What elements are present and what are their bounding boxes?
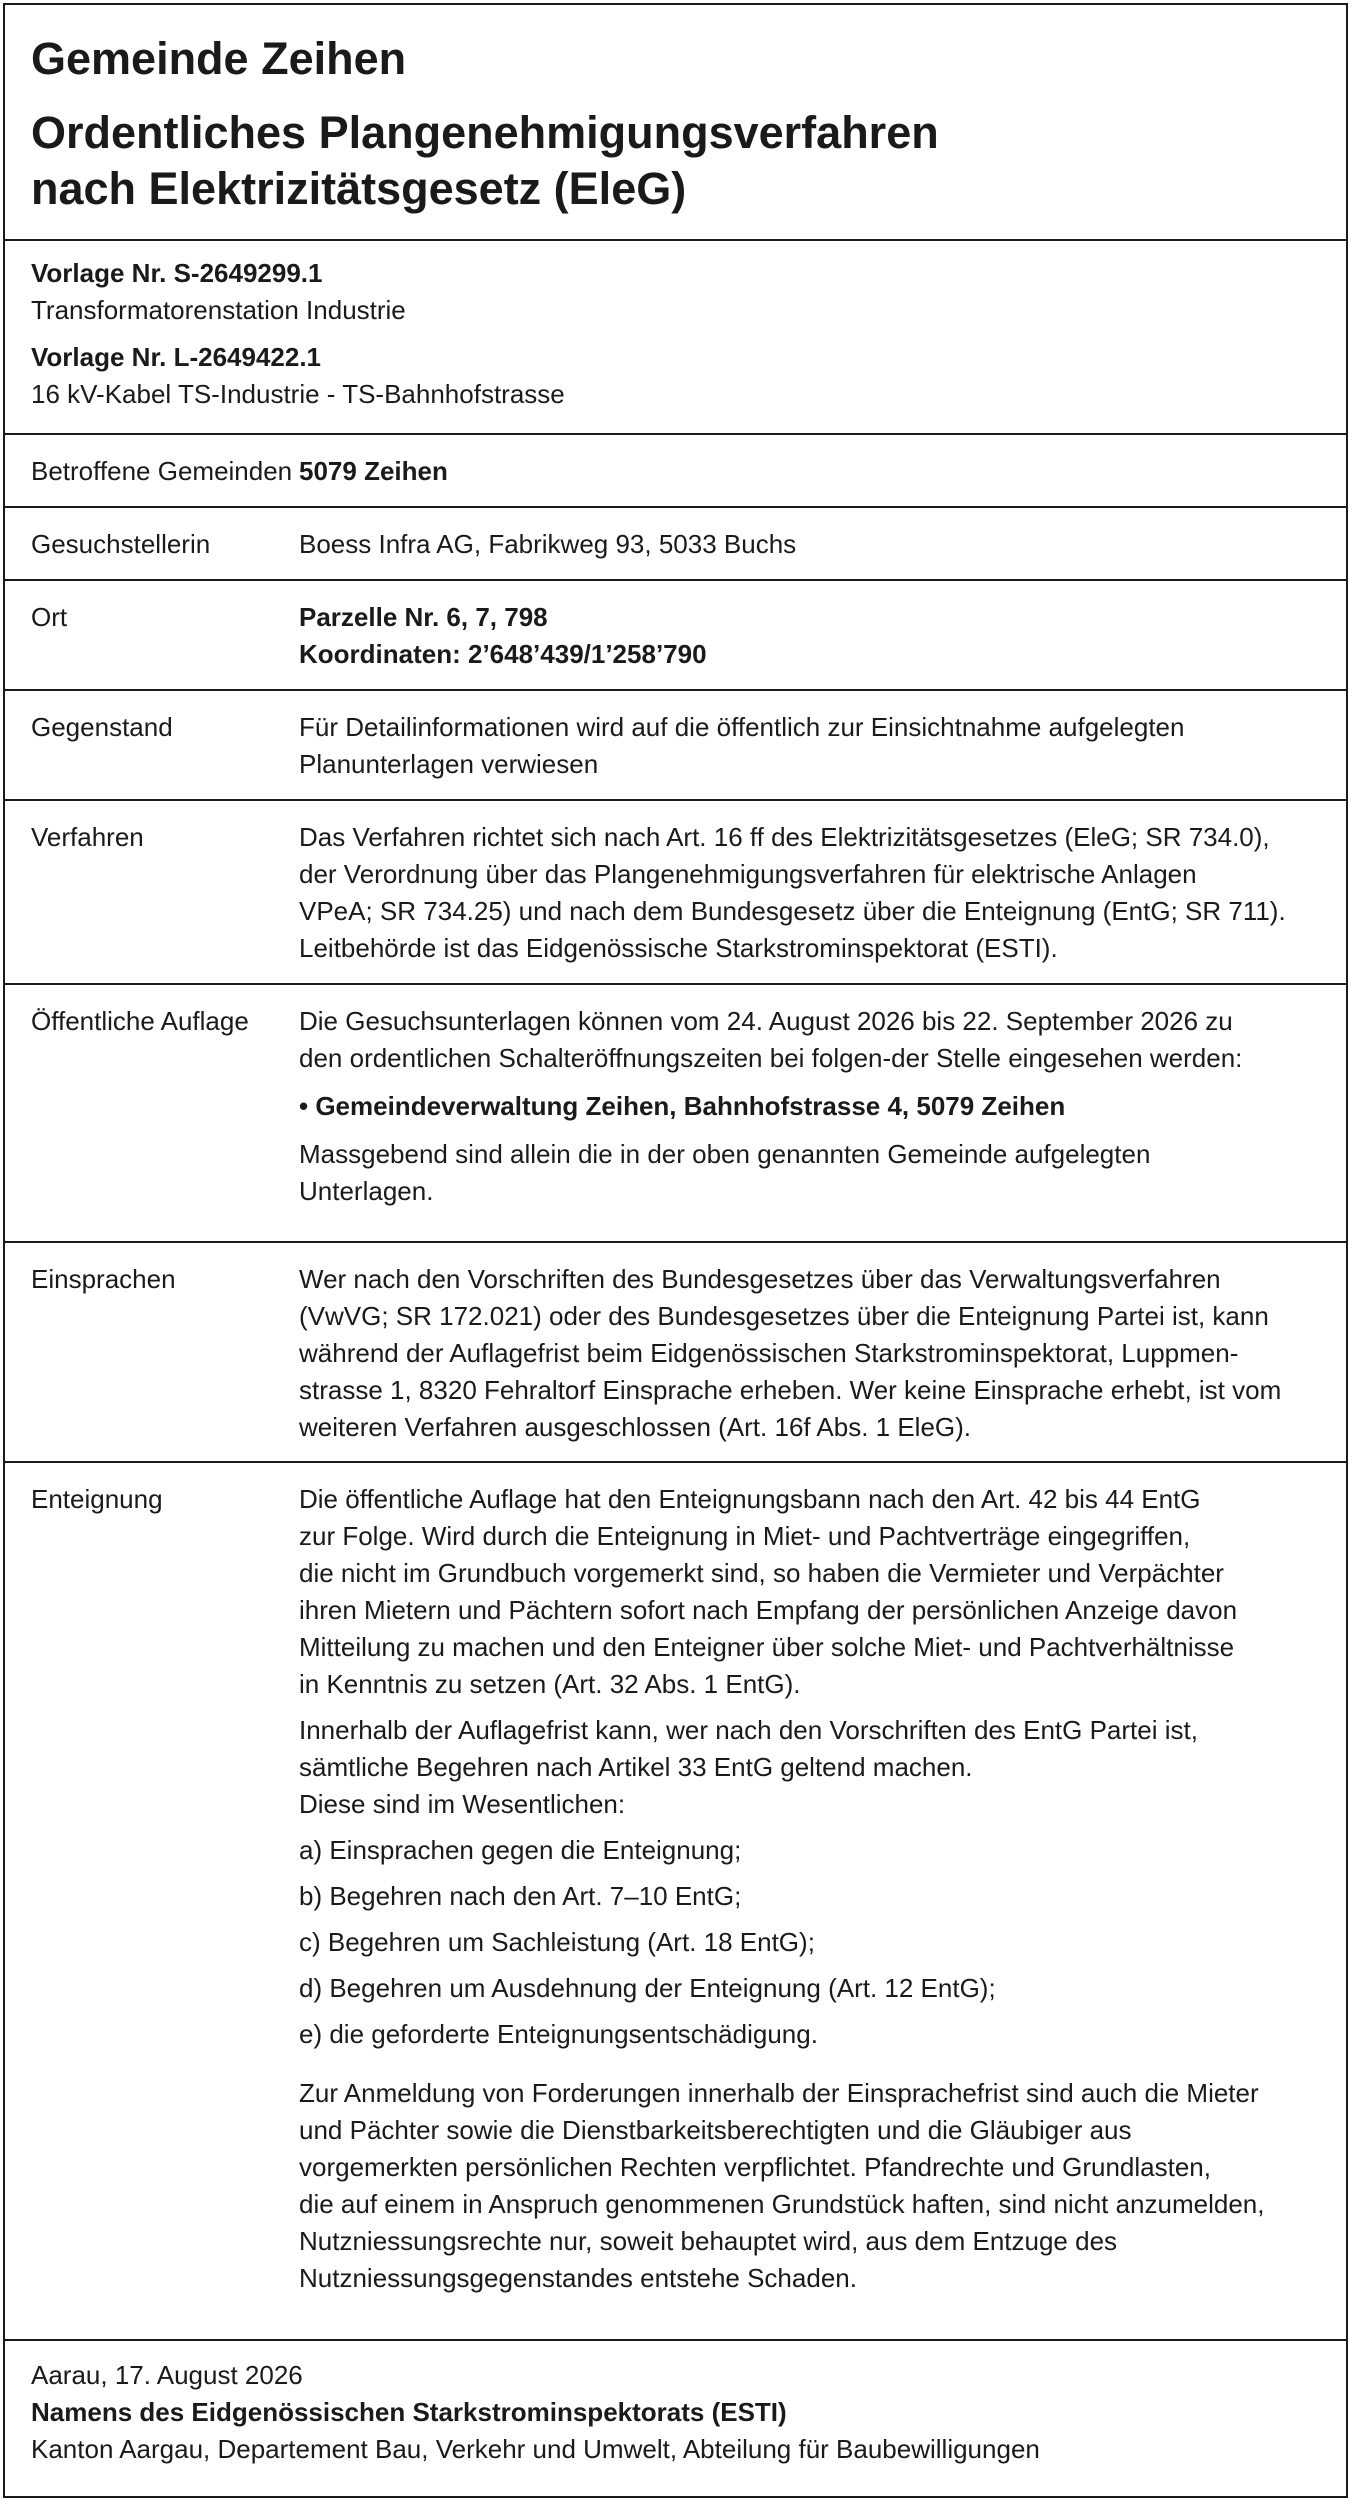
- vorlage-description: Transformatorenstation Industrie: [31, 295, 406, 325]
- list-item: d) Begehren um Ausdehnung der Enteignung (Art. 12 EntG);: [299, 1973, 996, 2003]
- row-label: Betroffene Gemeinden: [31, 456, 293, 486]
- text-line: die auf einem in Anspruch genommenen Grundstück haften, sind nicht anzumelden,: [299, 2189, 1265, 2219]
- row-verfahren: [5, 801, 1346, 985]
- text-line: die nicht im Grundbuch vorgemerkt sind, so haben die Vermieter und Verpächter: [299, 1558, 1224, 1588]
- text-line: Massgebend sind allein die in der oben genannten Gemeinde aufgelegten: [299, 1139, 1151, 1169]
- text-line: Unterlagen.: [299, 1176, 434, 1206]
- list-item: c) Begehren um Sachleistung (Art. 18 EntG);: [299, 1927, 815, 1957]
- row-einsprachen: [5, 1243, 1346, 1463]
- text-line: zur Folge. Wird durch die Enteignung in Miet- und Pachtverträge eingegriffen,: [299, 1521, 1191, 1551]
- notice-footer: [5, 2341, 1346, 2468]
- text-line: Leitbehörde ist das Eidgenössische Starkstrominspektorat (ESTI).: [299, 933, 1058, 963]
- text-line: strasse 1, 8320 Fehraltorf Einsprache erheben. Wer keine Einsprache erhebt, ist vom: [299, 1375, 1282, 1405]
- vorlage-item: [31, 339, 1318, 413]
- authority-name: Namens des Eidgenössischen Starkstrominspektorats (ESTI): [31, 2397, 787, 2427]
- row-auflage: [5, 985, 1346, 1243]
- koordinaten-value: Koordinaten: 2’648’439/1’258’790: [299, 639, 707, 669]
- place-date: Aarau, 17. August 2026: [31, 2360, 303, 2390]
- list-item: e) die geforderte Enteignungsentschädigung.: [299, 2019, 818, 2049]
- enteignung-content: [299, 1481, 1346, 2339]
- auflage-address: • Gemeindeverwaltung Zeihen, Bahnhofstrasse 4, 5079 Zeihen: [299, 1091, 1066, 1121]
- row-label: Gesuchstellerin: [31, 529, 211, 559]
- row-label: Verfahren: [31, 822, 144, 852]
- parzelle-value: Parzelle Nr. 6, 7, 798: [299, 602, 548, 632]
- text-line: Die Gesuchsunterlagen können vom 24. August 2026 bis 22. September 2026 zu: [299, 1006, 1233, 1036]
- text-line: Diese sind im Wesentlichen:: [299, 1789, 626, 1819]
- einsprachen-content: [299, 1261, 1346, 1461]
- text-line: (VwVG; SR 172.021) oder des Bundesgesetzes über die Enteignung Partei ist, kann: [299, 1301, 1269, 1331]
- text-line: Innerhalb der Auflagefrist kann, wer nach den Vorschriften des EntG Partei ist,: [299, 1715, 1198, 1745]
- row-gesuchstellerin: [5, 508, 1346, 581]
- row-ort: [5, 581, 1346, 691]
- row-label: Ort: [31, 602, 68, 632]
- text-line: Das Verfahren richtet sich nach Art. 16 ff des Elektrizitätsgesetzes (EleG; SR 734.0),: [299, 822, 1270, 852]
- enteignung-paragraph-1: [299, 1481, 1318, 1703]
- text-line: Nutzniessungsgegenstandes entstehe Schaden.: [299, 2263, 857, 2293]
- gesuchstellerin-value: Boess Infra AG, Fabrikweg 93, 5033 Buchs: [299, 529, 797, 559]
- row-label: Öffentliche Auflage: [31, 1006, 249, 1036]
- enteignung-paragraph-3: [299, 2075, 1318, 2297]
- row-gegenstand: [5, 691, 1346, 801]
- text-line: und Pächter sowie die Dienstbarkeitsberechtigten und die Gläubiger aus: [299, 2115, 1132, 2145]
- text-line: in Kenntnis zu setzen (Art. 32 Abs. 1 EntG).: [299, 1669, 801, 1699]
- procedure-title-line2: nach Elektrizitätsgesetz (EleG): [31, 163, 687, 214]
- text-line: Zur Anmeldung von Forderungen innerhalb der Einsprachefrist sind auch die Mieter: [299, 2078, 1259, 2108]
- text-line: Planunterlagen verwiesen: [299, 749, 599, 779]
- gemeinden-value: 5079 Zeihen: [299, 456, 448, 486]
- text-line: ihren Mietern und Pächtern sofort nach Empfang der persönlichen Anzeige davon: [299, 1595, 1238, 1625]
- vorlage-item: [31, 255, 1318, 329]
- row-label: Gegenstand: [31, 712, 173, 742]
- row-label: Enteignung: [31, 1484, 163, 1514]
- text-line: Wer nach den Vorschriften des Bundesgesetzes über das Verwaltungsverfahren: [299, 1264, 1221, 1294]
- gegenstand-content: [299, 709, 1346, 799]
- text-line: Die öffentliche Auflage hat den Enteignungsbann nach den Art. 42 bis 44 EntG: [299, 1484, 1201, 1514]
- row-label: Einsprachen: [31, 1264, 176, 1294]
- auflage-paragraph: [299, 1003, 1318, 1077]
- text-line: während der Auflagefrist beim Eidgenössischen Starkstrominspektorat, Luppmen-: [299, 1338, 1239, 1368]
- text-line: Für Detailinformationen wird auf die öffentlich zur Einsichtnahme aufgelegten: [299, 712, 1185, 742]
- text-line: weiteren Verfahren ausgeschlossen (Art. 16f Abs. 1 EleG).: [299, 1412, 972, 1442]
- procedure-title: [31, 105, 1318, 217]
- vorlagen-section: [5, 241, 1346, 435]
- ort-content: [299, 599, 1346, 689]
- list-item: a) Einsprachen gegen die Enteignung;: [299, 1835, 742, 1865]
- enteignung-paragraph-2: [299, 1712, 1318, 1823]
- text-line: VPeA; SR 734.25) und nach dem Bundesgesetz über die Enteignung (EntG; SR 711).: [299, 896, 1286, 926]
- municipality-title: Gemeinde Zeihen: [31, 33, 407, 84]
- text-line: Nutzniessungsrechte nur, soweit behauptet wird, aus dem Entzuge des: [299, 2226, 1118, 2256]
- publication-notice: [3, 3, 1348, 2498]
- vorlage-number: Vorlage Nr. L-2649422.1: [31, 342, 322, 372]
- auflage-content: [299, 1003, 1346, 1241]
- list-item: b) Begehren nach den Art. 7–10 EntG;: [299, 1881, 742, 1911]
- text-line: der Verordnung über das Plangenehmigungsverfahren für elektrische Anlagen: [299, 859, 1197, 889]
- row-gemeinden: [5, 435, 1346, 508]
- auflage-note: [299, 1136, 1318, 1210]
- notice-header: [5, 5, 1346, 241]
- vorlage-number: Vorlage Nr. S-2649299.1: [31, 258, 323, 288]
- department-name: Kanton Aargau, Departement Bau, Verkehr und Umwelt, Abteilung für Baubewilligungen: [31, 2434, 1040, 2464]
- vorlage-description: 16 kV-Kabel TS-Industrie - TS-Bahnhofstrasse: [31, 379, 565, 409]
- text-line: Mitteilung zu machen und den Enteigner über solche Miet- und Pachtverhältnisse: [299, 1632, 1235, 1662]
- verfahren-content: [299, 819, 1346, 983]
- text-line: sämtliche Begehren nach Artikel 33 EntG geltend machen.: [299, 1752, 973, 1782]
- text-line: den ordentlichen Schalteröffnungszeiten bei folgen-der Stelle eingesehen werden:: [299, 1043, 1243, 1073]
- procedure-title-line1: Ordentliches Plangenehmigungsverfahren: [31, 107, 939, 158]
- row-enteignung: [5, 1463, 1346, 2341]
- text-line: vorgemerkten persönlichen Rechten verpflichtet. Pfandrechte und Grundlasten,: [299, 2152, 1211, 2182]
